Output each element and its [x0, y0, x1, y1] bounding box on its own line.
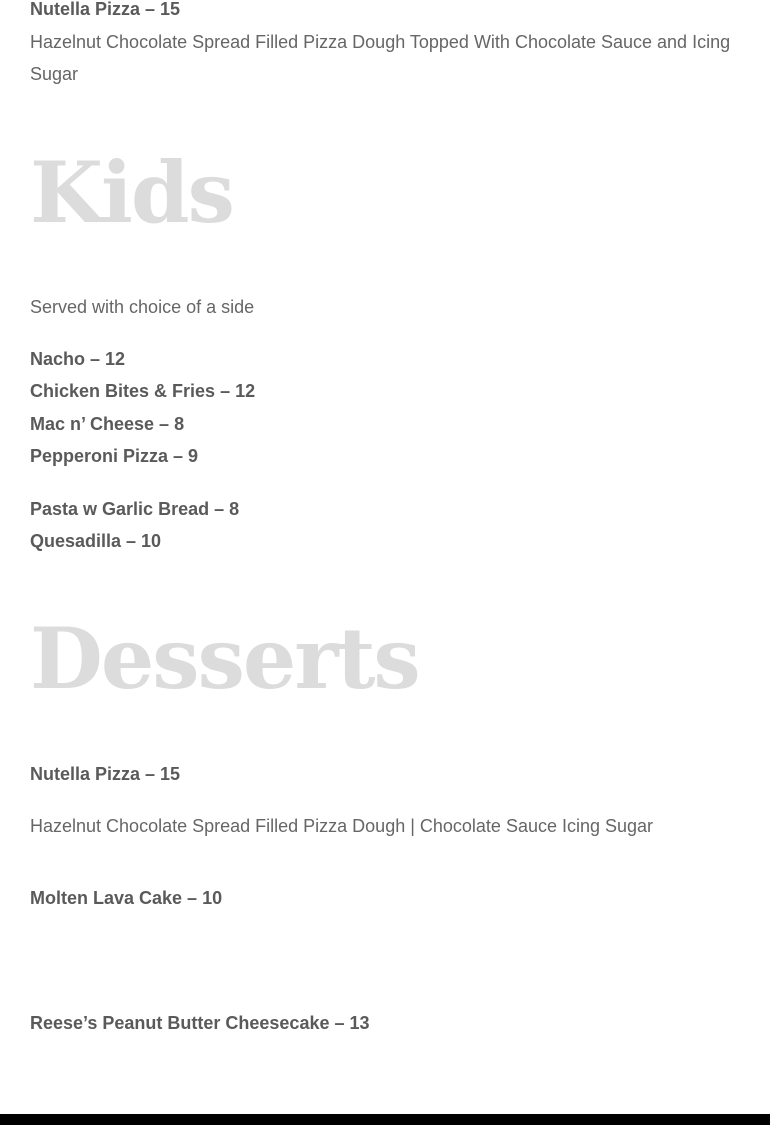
- menu-item: Pasta w Garlic Bread – 8: [30, 499, 240, 519]
- menu-item-description: Hazelnut Chocolate Spread Filled Pizza Dough | Chocolate Sauce Icing Sugar: [30, 816, 654, 836]
- section-heading-kids: Kids: [30, 143, 233, 242]
- menu-item-molten-lava-cake: Molten Lava Cake – 10: [30, 888, 223, 908]
- menu-item-description-cont: Sugar: [30, 64, 79, 84]
- menu-item: Nacho – 12: [30, 349, 126, 369]
- kids-side-note: Served with choice of a side: [30, 297, 255, 317]
- menu-item-nutella-pizza: Nutella Pizza – 15: [30, 764, 181, 784]
- menu-item: Chicken Bites & Fries – 12: [30, 381, 256, 401]
- section-heading-desserts: Desserts: [30, 609, 419, 708]
- menu-item-description: Hazelnut Chocolate Spread Filled Pizza Dough Topped With Chocolate Sauce and Icing: [30, 32, 731, 52]
- menu-item-nutella-pizza-top: Nutella Pizza – 15: [30, 0, 181, 19]
- menu-item: Pepperoni Pizza – 9: [30, 446, 199, 466]
- menu-item-reeses-cheesecake: Reese’s Peanut Butter Cheesecake – 13: [30, 1013, 370, 1033]
- menu-item: Quesadilla – 10: [30, 531, 162, 551]
- menu-item: Mac n’ Cheese – 8: [30, 414, 185, 434]
- footer-bar: [0, 1114, 770, 1125]
